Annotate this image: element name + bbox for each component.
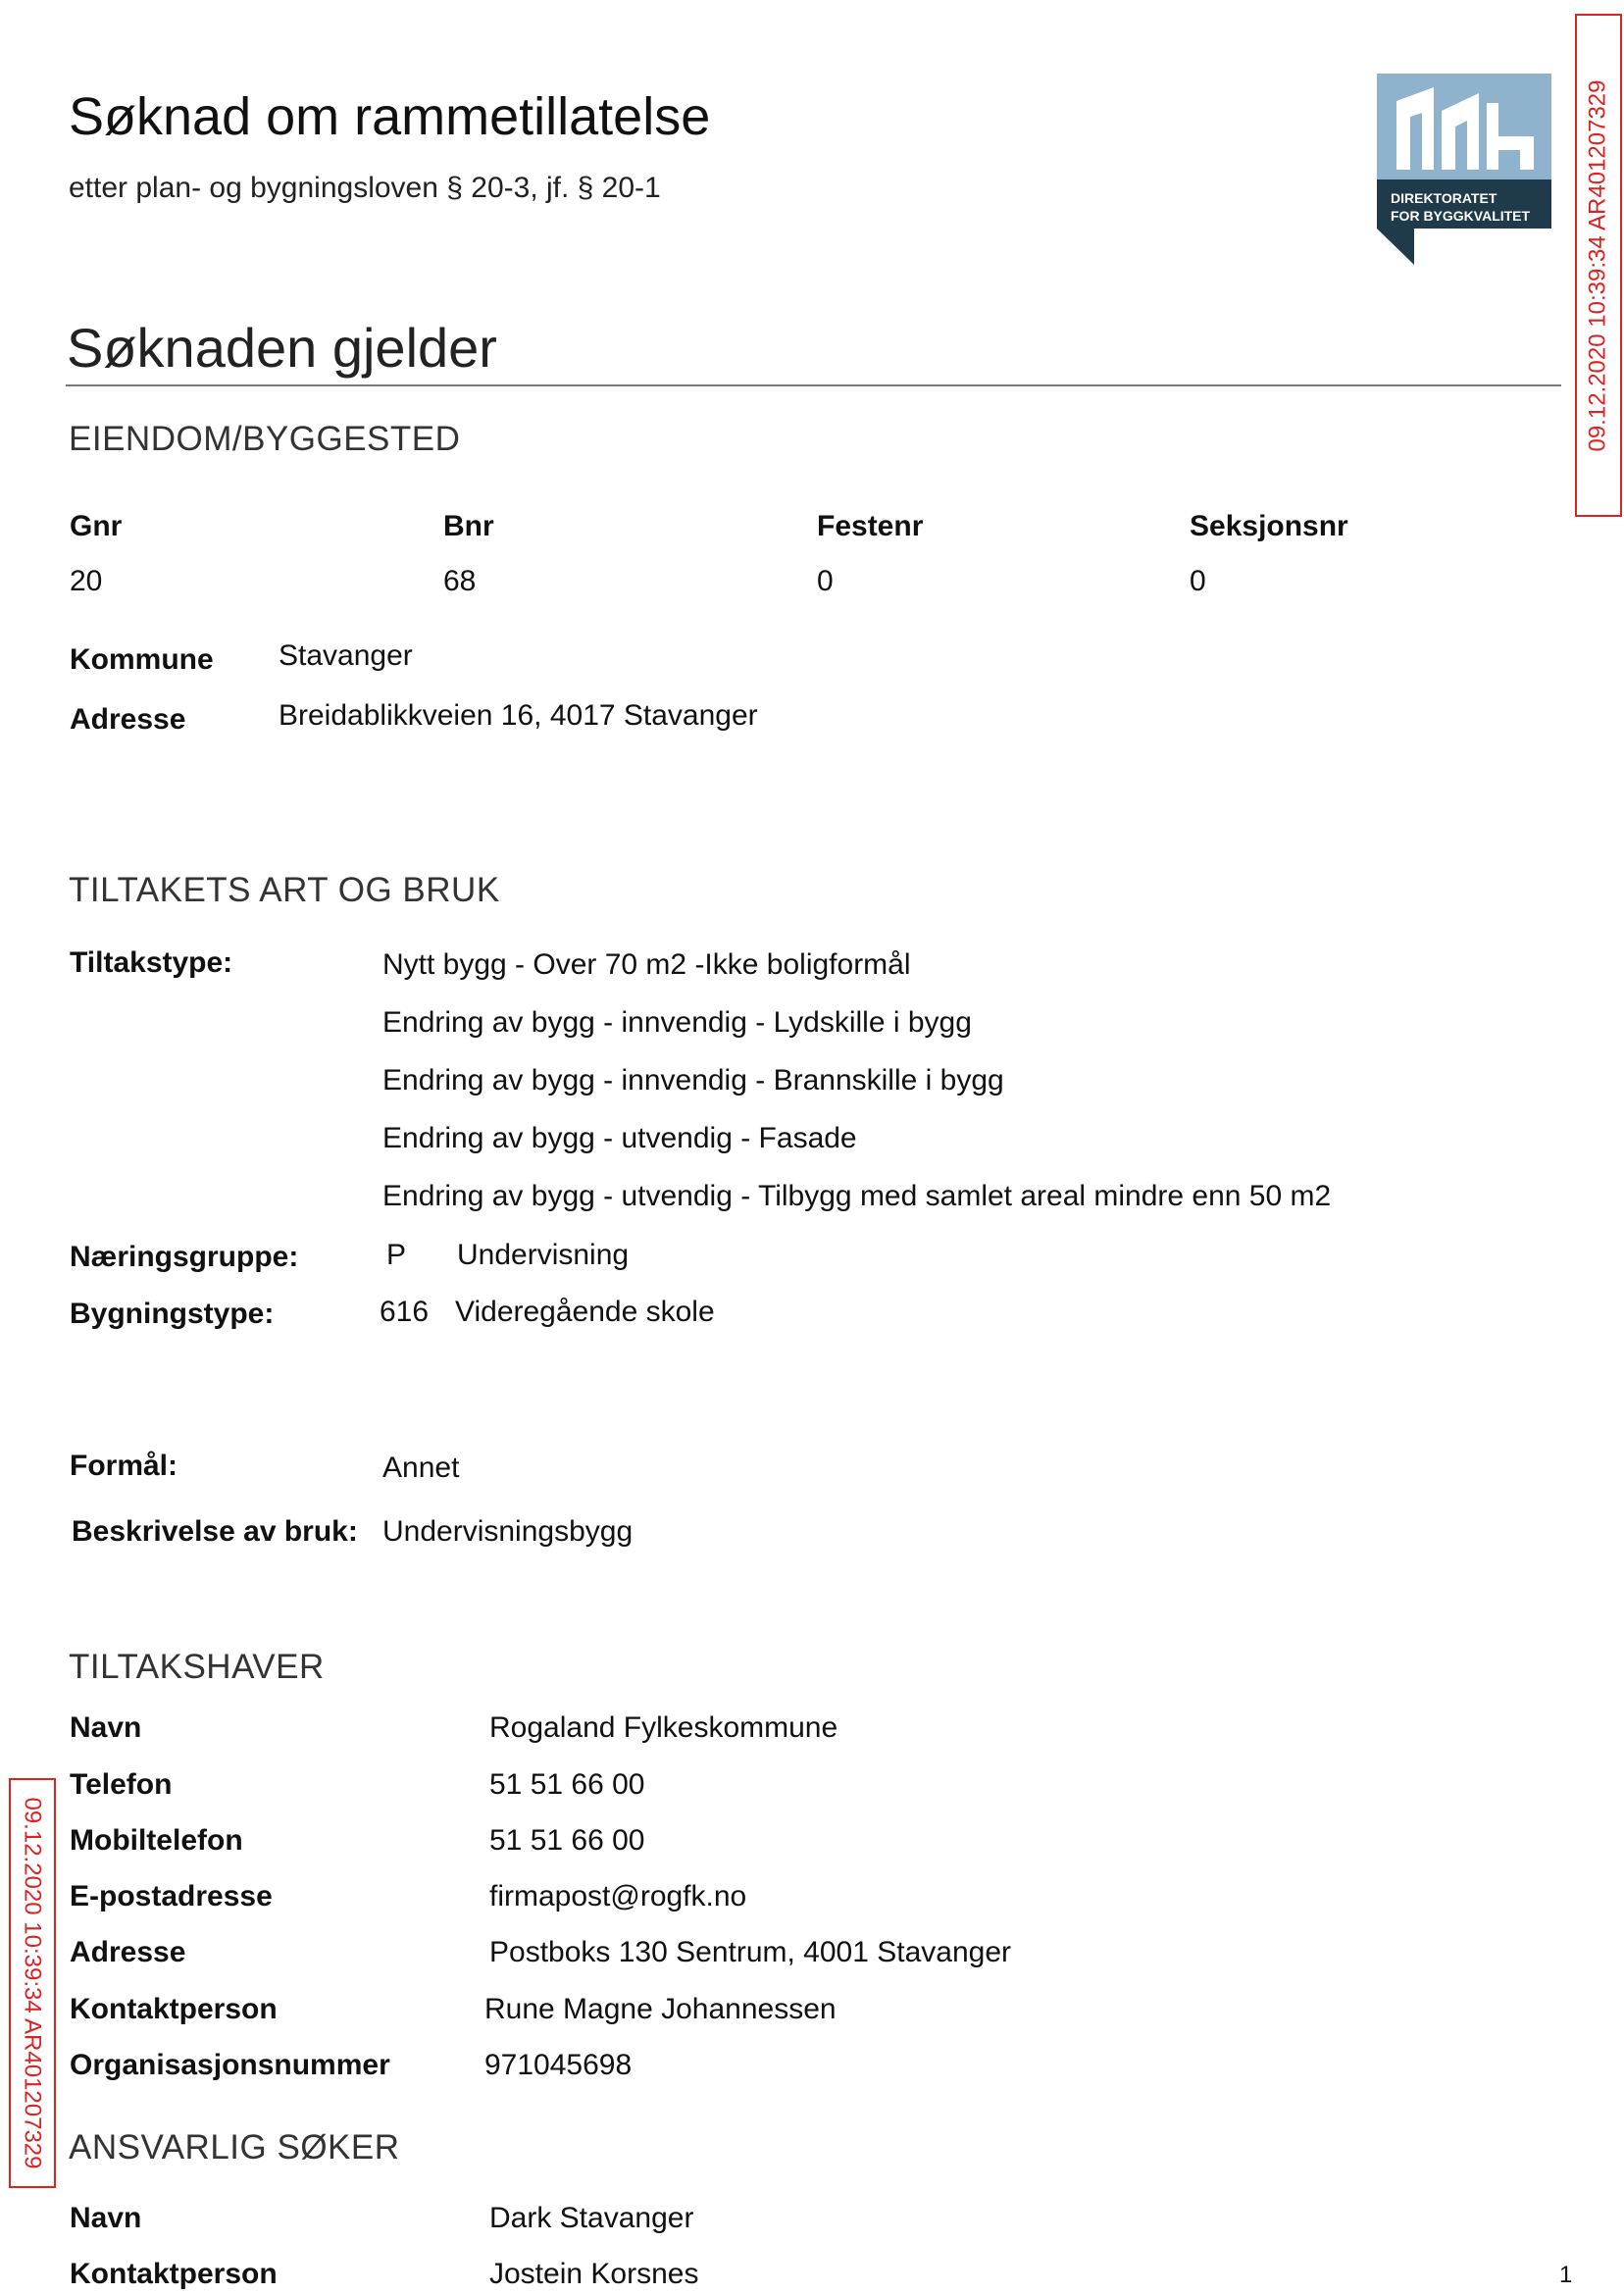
tiltakshaver-mobil-value: 51 51 66 00 [489, 1824, 645, 1857]
bnr-value: 68 [443, 565, 477, 597]
ansvarlig-navn-value: Dark Stavanger [489, 2202, 694, 2234]
bygningstype-value: Videregående skole [455, 1296, 715, 1328]
naeringsgruppe-code: P [386, 1239, 407, 1271]
festenr-label: Festenr [817, 510, 924, 542]
naeringsgruppe-label: Næringsgruppe: [70, 1241, 299, 1273]
tiltakstype-item: Endring av bygg - innvendig - Lydskille i bygg [382, 1006, 972, 1039]
document-subtitle: etter plan- og bygningsloven § 20-3, jf. § 20-1 [69, 172, 661, 204]
tiltakshaver-epost-label: E-postadresse [70, 1880, 273, 1912]
logo-text-line2: FOR BYGGKVALITET [1391, 208, 1531, 224]
timestamp-stamp-top: 09.12.2020 10:39:34 AR401207329 [1575, 14, 1622, 517]
tiltakshaver-adresse-value: Postboks 130 Sentrum, 4001 Stavanger [489, 1936, 1012, 1968]
gnr-label: Gnr [70, 510, 123, 542]
tiltakshaver-adresse-label: Adresse [70, 1936, 186, 1968]
tiltakshaver-mobil-label: Mobiltelefon [70, 1824, 243, 1857]
tiltakshaver-kontakt-value: Rune Magne Johannessen [484, 1993, 837, 2025]
logo-text-line1: DIREKTORATET [1391, 190, 1497, 206]
ansvarlig-kontakt-value: Jostein Korsnes [489, 2258, 699, 2290]
section-title-tiltakshaver: TILTAKSHAVER [69, 1648, 325, 1686]
formal-label: Formål: [70, 1450, 178, 1482]
seksjonsnr-value: 0 [1190, 565, 1206, 597]
main-heading: Søknaden gjelder [67, 317, 497, 379]
tiltakshaver-telefon-label: Telefon [70, 1768, 173, 1801]
bygningstype-code: 616 [380, 1296, 430, 1328]
tiltakstype-item: Nytt bygg - Over 70 m2 -Ikke boligformål [382, 948, 911, 981]
tiltakstype-item: Endring av bygg - utvendig - Tilbygg med samlet areal mindre enn 50 m2 [382, 1180, 1332, 1212]
tiltakshaver-orgnr-value: 971045698 [484, 2049, 633, 2081]
naeringsgruppe-value: Undervisning [457, 1239, 630, 1271]
heading-divider [66, 384, 1561, 386]
festenr-value: 0 [817, 565, 834, 597]
tiltakshaver-navn-label: Navn [70, 1711, 142, 1744]
tiltakstype-item: Endring av bygg - utvendig - Fasade [382, 1122, 857, 1154]
seksjonsnr-label: Seksjonsnr [1190, 510, 1348, 542]
document-title: Søknad om rammetillatelse [69, 87, 711, 146]
ansvarlig-kontakt-label: Kontaktperson [70, 2258, 278, 2290]
tiltakstype-label: Tiltakstype: [70, 946, 233, 979]
beskrivelse-value: Undervisningsbygg [382, 1515, 634, 1548]
tiltakshaver-orgnr-label: Organisasjonsnummer [70, 2049, 390, 2081]
section-title-tiltak: TILTAKETS ART OG BRUK [69, 871, 500, 909]
page-number: 1 [1559, 2262, 1573, 2288]
timestamp-stamp-left: 09.12.2020 10:39:34 AR401207329 [9, 1778, 56, 2188]
section-title-ansvarlig: ANSVARLIG SØKER [69, 2128, 400, 2167]
bygningstype-label: Bygningstype: [70, 1298, 275, 1330]
beskrivelse-label: Beskrivelse av bruk: [72, 1515, 358, 1548]
tiltakstype-item: Endring av bygg - innvendig - Brannskille i bygg [382, 1064, 1004, 1096]
dibk-logo [1377, 74, 1551, 265]
tiltakshaver-navn-value: Rogaland Fylkeskommune [489, 1711, 838, 1744]
tiltakshaver-epost-value: firmapost@rogfk.no [489, 1880, 747, 1912]
ansvarlig-navn-label: Navn [70, 2202, 142, 2234]
tiltakshaver-telefon-value: 51 51 66 00 [489, 1768, 645, 1801]
kommune-label: Kommune [70, 643, 214, 676]
kommune-value: Stavanger [279, 639, 413, 672]
tiltakshaver-kontakt-label: Kontaktperson [70, 1993, 278, 2025]
adresse-label: Adresse [70, 703, 186, 736]
formal-value: Annet [382, 1452, 460, 1484]
gnr-value: 20 [70, 565, 103, 597]
adresse-value: Breidablikkveien 16, 4017 Stavanger [279, 699, 758, 732]
section-title-eiendom: EIENDOM/BYGGESTED [69, 420, 461, 458]
bnr-label: Bnr [443, 510, 494, 542]
